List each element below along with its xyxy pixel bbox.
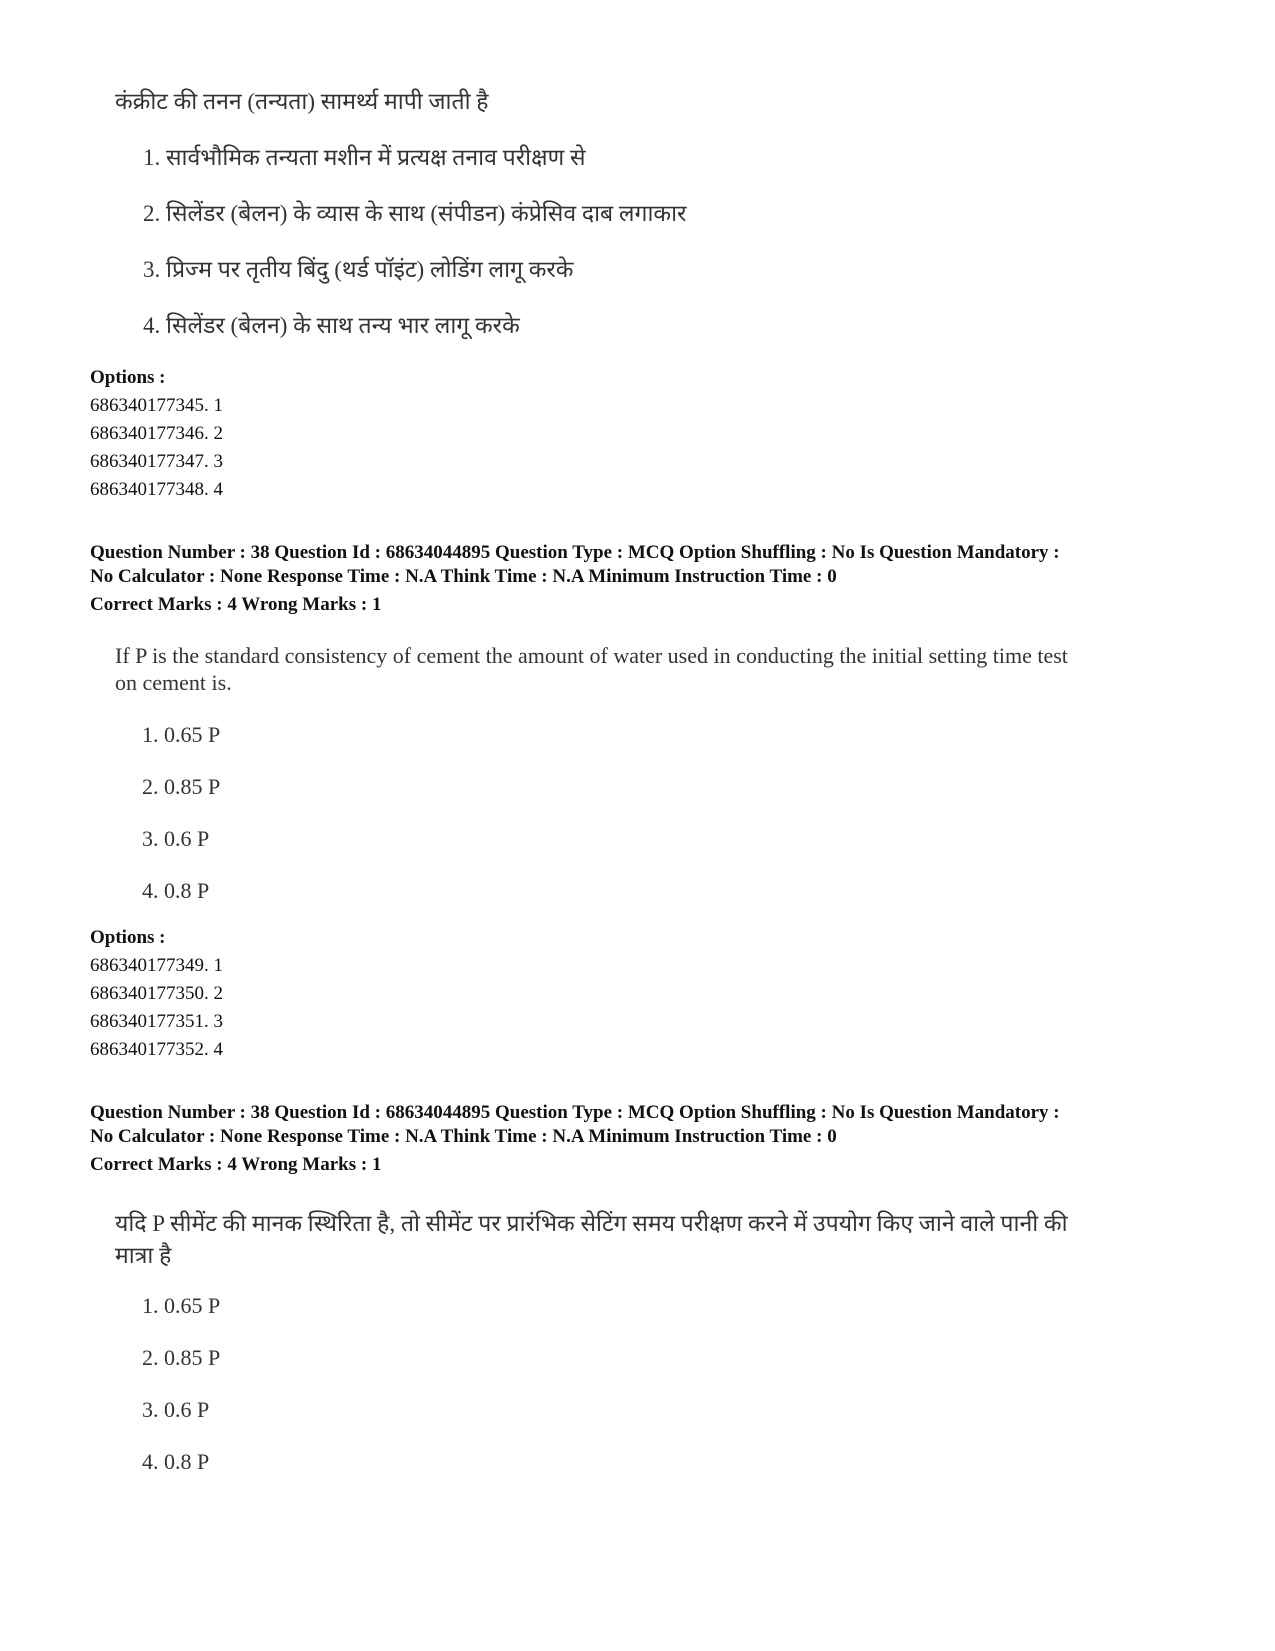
choice-item: 1. सार्वभौमिक तन्यता मशीन में प्रत्यक्ष तनाव परीक्षण से xyxy=(143,145,586,170)
option-line: 686340177346. 2 xyxy=(90,423,223,444)
option-line: 686340177347. 3 xyxy=(90,451,223,472)
marks-info: Correct Marks : 4 Wrong Marks : 1 xyxy=(90,594,382,615)
question-meta: Question Number : 38 Question Id : 68634044895 Question Type : MCQ Option Shuffling : No Is Question Mandatory : xyxy=(90,1102,1060,1123)
choice-item: 3. 0.6 P xyxy=(142,1397,210,1422)
choice-item: 4. 0.8 P xyxy=(142,878,210,903)
option-line: 686340177348. 4 xyxy=(90,479,223,500)
question-text: कंक्रीट की तनन (तन्यता) सामर्थ्य मापी जाती है xyxy=(115,89,489,114)
option-line: 686340177351. 3 xyxy=(90,1011,223,1032)
options-heading: Options : xyxy=(90,927,166,948)
marks-info: Correct Marks : 4 Wrong Marks : 1 xyxy=(90,1154,382,1175)
choice-item: 4. सिलेंडर (बेलन) के साथ तन्य भार लागू करके xyxy=(143,313,520,338)
question-meta: No Calculator : None Response Time : N.A Think Time : N.A Minimum Instruction Time : 0 xyxy=(90,1126,837,1147)
question-meta: No Calculator : None Response Time : N.A Think Time : N.A Minimum Instruction Time : 0 xyxy=(90,566,837,587)
option-line: 686340177352. 4 xyxy=(90,1039,223,1060)
choice-item: 3. 0.6 P xyxy=(142,826,210,851)
choice-item: 2. 0.85 P xyxy=(142,1345,221,1370)
choice-item: 1. 0.65 P xyxy=(142,722,221,747)
choice-item: 1. 0.65 P xyxy=(142,1293,221,1318)
choice-item: 3. प्रिज्म पर तृतीय बिंदु (थर्ड पॉइंट) लोडिंग लागू करके xyxy=(143,257,574,282)
option-line: 686340177349. 1 xyxy=(90,955,223,976)
question-text: यदि P सीमेंट की मानक स्थिरिता है, तो सीमेंट पर प्रारंभिक सेटिंग समय परीक्षण करने में उपयोग किए जाने वाले पानी की xyxy=(115,1211,1068,1236)
choice-item: 2. सिलेंडर (बेलन) के व्यास के साथ (संपीडन) कंप्रेसिव दाब लगाकार xyxy=(143,201,687,226)
choice-item: 4. 0.8 P xyxy=(142,1449,210,1474)
question-text: on cement is. xyxy=(115,670,232,695)
option-line: 686340177345. 1 xyxy=(90,395,223,416)
question-meta: Question Number : 38 Question Id : 68634044895 Question Type : MCQ Option Shuffling : No Is Question Mandatory : xyxy=(90,542,1060,563)
options-heading: Options : xyxy=(90,367,166,388)
choice-item: 2. 0.85 P xyxy=(142,774,221,799)
question-text: मात्रा है xyxy=(115,1243,172,1268)
question-text: If P is the standard consistency of cement the amount of water used in conducting the initial setting time test xyxy=(115,643,1068,668)
option-line: 686340177350. 2 xyxy=(90,983,223,1004)
